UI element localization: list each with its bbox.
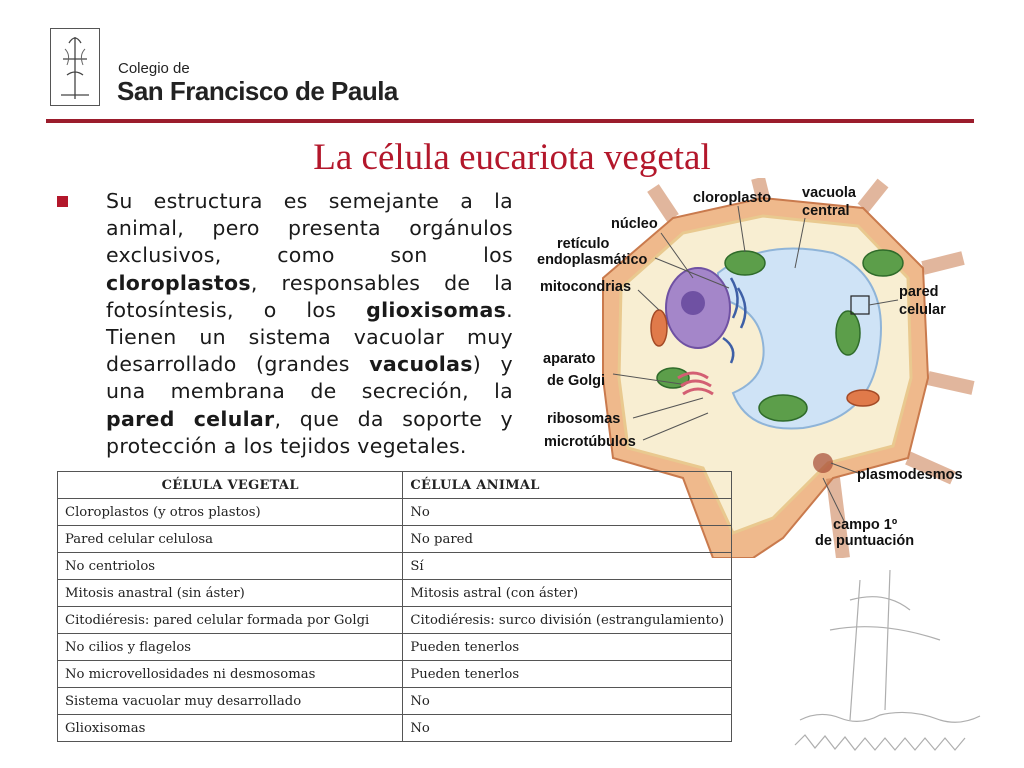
cell-animal: No bbox=[403, 499, 732, 526]
bold-glioxisomas: glioxisomas bbox=[366, 297, 507, 322]
header-celula-animal: CÉLULA ANIMAL bbox=[403, 472, 732, 499]
table-row bbox=[58, 499, 732, 526]
body-text-5: , que da soporte y protección a los tejidos vegetales. bbox=[106, 406, 513, 458]
cell-vegetal: No cilios y flagelos bbox=[58, 634, 403, 661]
cell-animal: Mitosis astral (con áster) bbox=[403, 580, 732, 607]
label-aparato: aparato bbox=[543, 351, 596, 367]
table-row bbox=[58, 607, 732, 634]
table-row bbox=[58, 661, 732, 688]
label-plasmodesmos: plasmodesmos bbox=[857, 467, 963, 483]
body-text-4: ) y una membrana de secreción, la bbox=[106, 352, 513, 404]
cell-animal: Citodiéresis: surco división (estrangulamiento) bbox=[403, 607, 732, 634]
logo-text-line1: Colegio de bbox=[118, 60, 190, 77]
logo-text-line2: San Francisco de Paula bbox=[117, 76, 398, 106]
label-nucleo: núcleo bbox=[611, 216, 658, 232]
body-text-2: , responsables de la fotosíntesis, o los bbox=[106, 270, 513, 322]
emblem-icon bbox=[51, 29, 99, 105]
bold-pared-celular: pared celular bbox=[106, 406, 275, 431]
label-de-puntuacion: de puntuación bbox=[815, 533, 915, 549]
label-ribosomas: ribosomas bbox=[547, 411, 621, 427]
table-row bbox=[58, 688, 732, 715]
cell-vegetal: No microvellosidades ni desmosomas bbox=[58, 661, 403, 688]
cell-vegetal: Cloroplastos (y otros plastos) bbox=[58, 499, 403, 526]
label-endoplasmatico: endoplasmático bbox=[537, 252, 648, 268]
bold-vacuolas: vacuolas bbox=[369, 352, 473, 377]
cell-vegetal: Sistema vacuolar muy desarrollado bbox=[58, 688, 403, 715]
table-row bbox=[58, 580, 732, 607]
cell-animal: No bbox=[403, 715, 732, 742]
label-reticulo: retículo bbox=[557, 236, 610, 252]
cell-vegetal: Glioxisomas bbox=[58, 715, 403, 742]
body-text-1: Su estructura es semejante a la animal, pero presenta orgánulos exclusivos, como son los bbox=[106, 189, 513, 268]
body-text-3: . Tienen un sistema vacuolar muy desarrollado (grandes bbox=[106, 297, 513, 377]
table-row bbox=[58, 715, 732, 742]
cell-animal: Pueden tenerlos bbox=[403, 634, 732, 661]
body-paragraph bbox=[106, 188, 513, 460]
cell-animal: Sí bbox=[403, 553, 732, 580]
slide-title: La célula eucariota vegetal bbox=[313, 137, 711, 178]
cell-vegetal: No centriolos bbox=[58, 553, 403, 580]
table-row bbox=[58, 553, 732, 580]
header-celula-vegetal: CÉLULA VEGETAL bbox=[58, 472, 403, 499]
cell-animal: Pueden tenerlos bbox=[403, 661, 732, 688]
label-cloroplasto: cloroplasto bbox=[693, 190, 772, 206]
table-header-row bbox=[58, 472, 732, 499]
cell-vegetal: Citodiéresis: pared celular formada por Golgi bbox=[58, 607, 403, 634]
label-mitocondrias: mitocondrias bbox=[540, 279, 632, 295]
label-vacuola: vacuola bbox=[802, 185, 856, 201]
bold-cloroplastos: cloroplastos bbox=[106, 270, 251, 295]
school-logo-emblem bbox=[50, 28, 100, 106]
cell-vegetal: Mitosis anastral (sin áster) bbox=[58, 580, 403, 607]
label-microtubulos: microtúbulos bbox=[544, 434, 636, 450]
header-divider bbox=[46, 119, 974, 123]
cell-animal: No pared bbox=[403, 526, 732, 553]
bullet-marker bbox=[57, 196, 68, 207]
comparison-table bbox=[57, 471, 732, 742]
label-celular: celular bbox=[899, 302, 946, 318]
table-row bbox=[58, 634, 732, 661]
cell-animal: No bbox=[403, 688, 732, 715]
label-central: central bbox=[802, 203, 850, 219]
label-pared: pared bbox=[899, 284, 939, 300]
label-de-golgi: de Golgi bbox=[547, 373, 605, 389]
watermark-sketch-icon bbox=[790, 560, 990, 760]
sketch-watermark bbox=[790, 560, 990, 760]
label-campo: campo 1º bbox=[833, 517, 898, 533]
table-row bbox=[58, 526, 732, 553]
cell-vegetal: Pared celular celulosa bbox=[58, 526, 403, 553]
